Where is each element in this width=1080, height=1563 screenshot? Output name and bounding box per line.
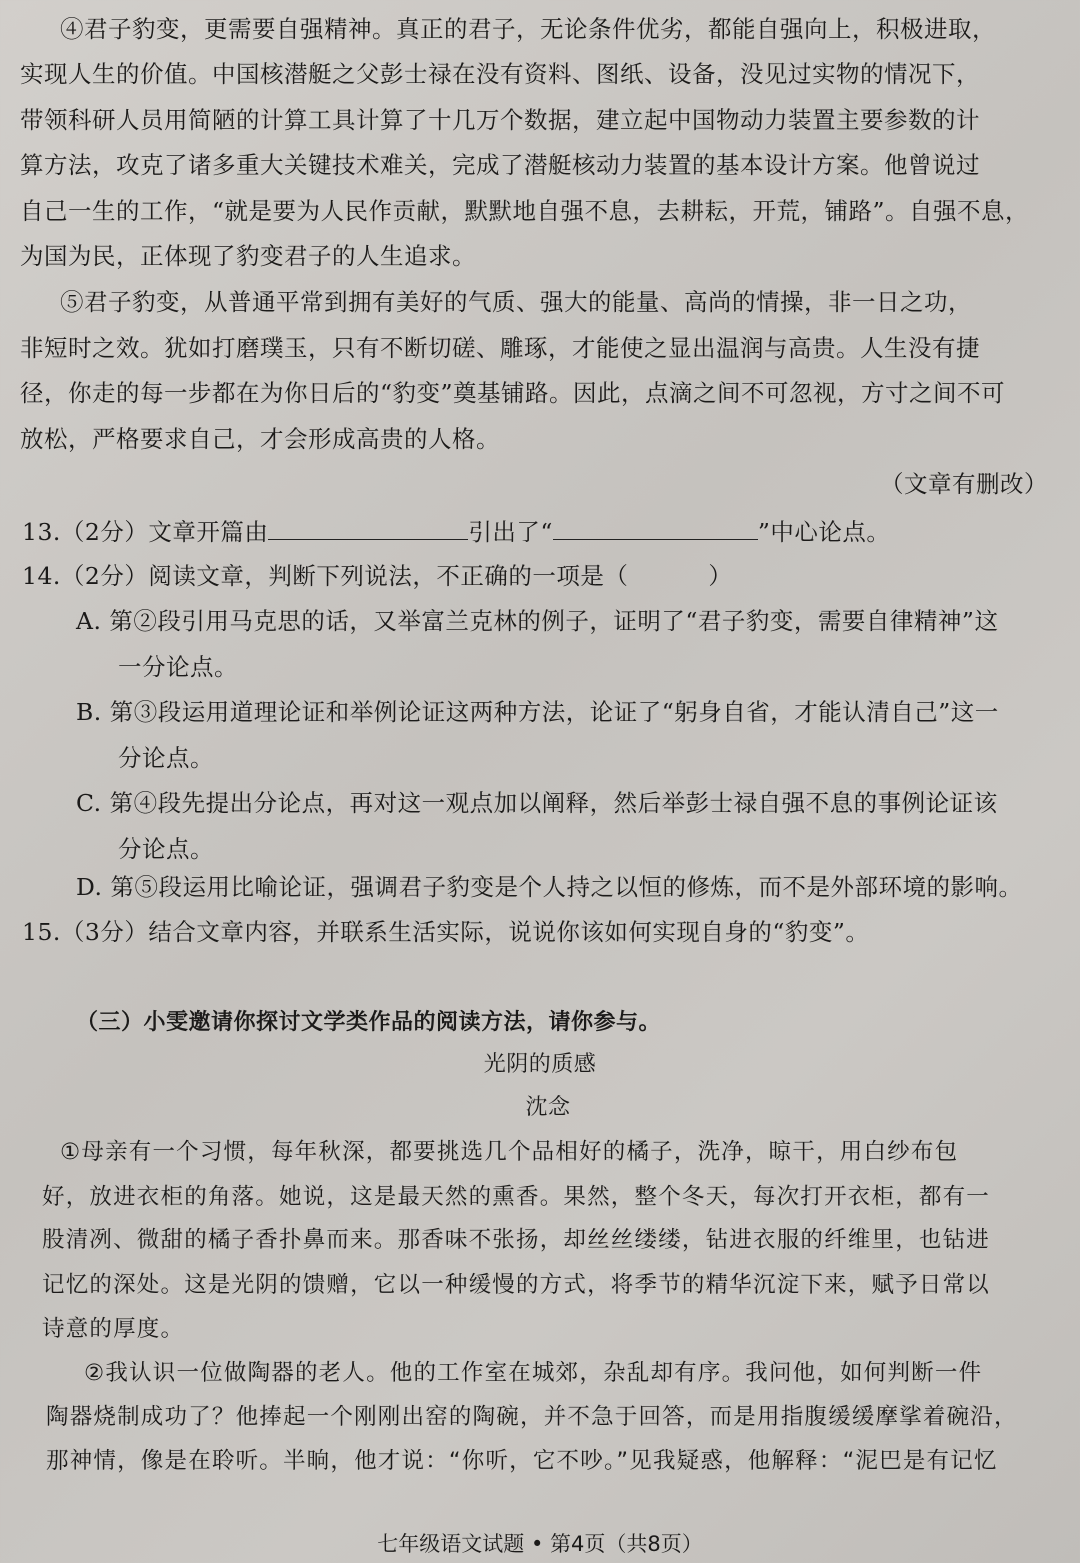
- para4-line: ④君子豹变，更需要自强精神。真正的君子，无论条件优劣，都能自强向上，积极进取，: [60, 15, 996, 43]
- question-15: 15.（3分）结合文章内容，并联系生活实际，说说你该如何实现自身的“豹变”。: [22, 918, 870, 946]
- answer-blank-2[interactable]: [553, 515, 758, 540]
- para4-line: 实现人生的价值。中国核潜艇之父彭士禄在没有资料、图纸、设备，没见过实物的情况下，: [20, 60, 980, 88]
- option-d: D. 第⑤段运用比喻论证，强调君子豹变是个人持之以恒的修炼，而不是外部环境的影响。: [76, 873, 1023, 901]
- option-a-cont: 一分论点。: [118, 653, 238, 681]
- article-para2-line: 那神情，像是在聆听。半晌，他才说：“你听，它不吵。”见我疑惑，他解释：“泥巴是有记忆: [46, 1448, 998, 1474]
- para5-line: 放松，严格要求自己，才会形成高贵的人格。: [20, 425, 500, 453]
- article-para2-line: ②我认识一位做陶器的老人。他的工作室在城郊，杂乱却有序。我问他，如何判断一件: [84, 1360, 983, 1386]
- q13-suffix: ”中心论点。: [757, 518, 891, 546]
- article-author: 沈念: [525, 1095, 571, 1120]
- para4-line: 算方法，攻克了诸多重大关键技术难关，完成了潜艇核动力装置的基本设计方案。他曾说过: [20, 151, 980, 179]
- option-a: A. 第②段引用马克思的话，又举富兰克林的例子，证明了“君子豹变，需要自律精神”这: [76, 607, 999, 635]
- article-para2-line: 陶器烧制成功了？他捧起一个刚刚出窑的陶碗，并不急于回答，而是用指腹缓缓摩挲着碗沿，: [46, 1404, 1018, 1430]
- option-c-cont: 分论点。: [118, 835, 214, 863]
- article-para1-line: ①母亲有一个习惯，每年秋深，都要挑选几个品相好的橘子，洗净，晾干，用白纱布包: [60, 1139, 959, 1165]
- para4-line: 为国为民，正体现了豹变君子的人生追求。: [20, 242, 476, 270]
- option-b-cont: 分论点。: [118, 744, 214, 772]
- page-footer: 七年级语文试题 • 第4页（共8页）: [377, 1532, 703, 1556]
- q14-stem: 14.（2分）阅读文章，判断下列说法，不正确的一项是（: [22, 562, 629, 590]
- q13-prefix: 13.（2分）文章开篇由: [22, 518, 269, 546]
- para5-line: 非短时之效。犹如打磨璞玉，只有不断切磋、雕琢，才能使之显出温润与高贵。人生没有捷: [20, 334, 980, 362]
- question-14: [22, 561, 732, 591]
- article-para1-line: 股清冽、微甜的橘子香扑鼻而来。那香味不张扬，却丝丝缕缕，钻进衣服的纤维里，也钻进: [42, 1227, 991, 1253]
- para4-line: 自己一生的工作，“就是要为人民作贡献，默默地自强不息，去耕耘，开荒，铺路”。自强不息，: [20, 197, 1030, 225]
- edit-note: （文章有删改）: [880, 470, 1048, 498]
- para5-line: 径，你走的每一步都在为你日后的“豹变”奠基铺路。因此，点滴之间不可忽视，方寸之间不可: [20, 379, 1006, 407]
- option-c: C. 第④段先提出分论点，再对这一观点加以阐释，然后举彭士禄自强不息的事例论证该: [76, 789, 998, 817]
- option-b: B. 第③段运用道理论证和举例论证这两种方法，论证了“躬身自省，才能认清自己”这一: [76, 698, 999, 726]
- answer-blank-1[interactable]: [268, 515, 468, 540]
- q14-close: ）: [708, 562, 733, 590]
- q13-middle: 引出了“: [468, 518, 553, 546]
- article-title: 光阴的质感: [483, 1052, 597, 1077]
- article-para1-line: 诗意的厚度。: [42, 1316, 185, 1342]
- para5-line: ⑤君子豹变，从普通平常到拥有美好的气质、强大的能量、高尚的情操，非一日之功，: [60, 288, 972, 316]
- question-13: [22, 515, 890, 547]
- section-heading: （三）小雯邀请你探讨文学类作品的阅读方法，请你参与。: [76, 1010, 662, 1035]
- article-para1-line: 记忆的深处。这是光阴的馈赠，它以一种缓慢的方式，将季节的精华沉淀下来，赋予日常以: [42, 1272, 991, 1298]
- para4-line: 带领科研人员用简陋的计算工具计算了十几万个数据，建立起中国物动力装置主要参数的计: [20, 106, 980, 134]
- article-para1-line: 好，放进衣柜的角落。她说，这是最天然的熏香。果然，整个冬天，每次打开衣柜，都有一: [42, 1184, 991, 1210]
